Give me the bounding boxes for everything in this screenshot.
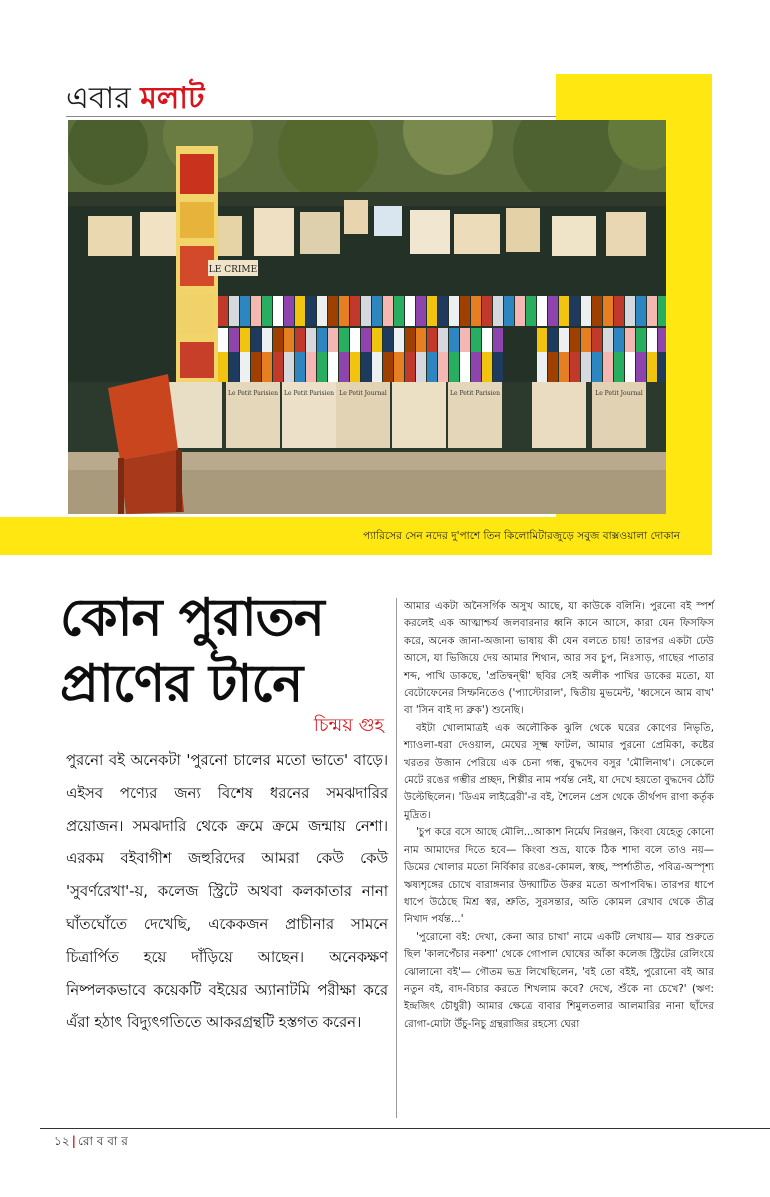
book-spine [328,352,338,384]
book-spine [592,352,602,384]
newspaper-title-5: Le Petit Journal [595,390,643,397]
title-line-2: প্রাণের টানে [60,654,303,714]
book-spine [559,352,569,384]
book-spine [636,352,646,384]
book-spine [284,296,294,326]
book-spine [361,352,371,384]
book-spine [295,352,305,384]
book-spine [394,296,404,326]
book-spine [394,352,404,384]
book-spine [471,352,481,384]
book-spine [229,352,239,384]
newspaper-title-3: Le Petit Journal [339,390,387,397]
book-spine [405,296,415,326]
book-spine [251,296,261,326]
book-spine [647,296,657,326]
book-spine [240,296,250,326]
book-spine [262,352,272,384]
book-spine [383,296,393,326]
book-spine [306,352,316,384]
book-spine [570,352,580,384]
book-spine [658,296,666,326]
book-spine [603,296,613,326]
book-spine [339,352,349,384]
book-spine [273,352,283,384]
book-spine [361,296,371,326]
book-spine [438,296,448,326]
book-spine [537,352,547,384]
book-spine [592,296,602,326]
section-word-2: মলাট [140,81,205,116]
title-line-1: কোন পুরাতন [60,588,324,648]
book-spine [559,296,569,326]
book-spine [449,296,459,326]
book-spine [427,352,437,384]
book-spine [273,296,283,326]
book-spine [471,296,481,326]
folio-separator: | [71,1134,76,1148]
section-word-1: এবার [66,81,141,116]
lede-text: পুরনো বই অনেকটা 'পুরনো চালের মতো ভাতে' বাড়ে। এইসব পণ্যের জন্য বিশেষ ধরনের সমঝদারির প্রয়োজন। সমঝদারি থেকে ক্রমে ক্রমে জন্মায় নেশা। এরকম বইবাগীশ জহুরিদের আমরা কেউ কেউ 'সুবর্ণরেখা'-য়, কলেজ স্ট্রিটে অথবা কলকাতার নানা ঘাঁতঘোঁতে দেখেছি, একেকজন প্রাচীনার সামনে চিত্রার্পিত হয়ে দাঁড়িয়ে আছেন। অনেকক্ষণ নিষ্পলকভাবে কয়েকটি বইয়ের অ্যানাটমি পরীক্ষা করে এঁরা হঠাৎ বিদ্যুৎগতিতে আকরগ্রন্থটি হস্তগত করেন। [66,752,388,1032]
book-spine [460,296,470,326]
footer-rule [40,1128,770,1129]
book-spine [218,296,228,326]
book-spine [317,296,327,326]
book-spine [416,352,426,384]
book-spine [383,352,393,384]
book-spine [295,296,305,326]
bookstall-photo-illustration [68,120,666,514]
book-spine [603,352,613,384]
book-spine [570,296,580,326]
newspaper-title-1: Le Petit Parisien [228,390,278,397]
book-spine [625,352,635,384]
section-header [66,82,204,116]
book-spine [548,296,558,326]
body-paragraph: আমার একটা অনৈসর্গিক অসুখ আছে, যা কাউকে বলিনি। পুরনো বই স্পর্শ করলেই এক আত্মাশ্চর্য জলবারনার ধ্বনি কানে আসে, কারা যেন ফিসফিস করে, অনেক জানা-অজানা ভাষায় কী যেন বলতে চায়! তারপর একটা ঢেউ আসে, যা ভিজিয়ে দেয় আমার শিথান, আর সব চুপ, নিঃসাড়, গাছের পাতার শব্দ, পাখি ডাকছে, 'প্রতিদ্বন্দ্বী' ছবির সেই অলীক পাখির ডাকের মতো, যা বেটোফেনের সিম্ফনিতেও ('প্যাস্টোরাল', দ্বিতীয় মুভমেন্ট, 'ধ্বসেনে আম বাখ' বা 'সিন বাই দ্য ব্রুক') শুনেছি। [404,601,714,717]
photo-caption: প্যারিসের সেন নদের দু'পাশে তিন কিলোমিটারজুড়ে সবুজ বাক্সওয়ালা দোকান [362,530,680,542]
book-spine [581,296,591,326]
book-spine [350,296,360,326]
book-spine [460,352,470,384]
newspaper-title-2: Le Petit Parisien [284,390,334,397]
article-title [60,585,395,717]
book-spine [372,296,382,326]
magazine-name: রো ব বা র [77,1134,128,1148]
book-spine [493,352,503,384]
book-spine [306,296,316,326]
column-divider [396,598,397,1118]
hero-photo [68,120,666,514]
book-spine [240,352,250,384]
book-spine [625,296,635,326]
body-paragraph: বইটা খোলামাত্রই এক অলৌকিক ঝুলি থেকে ঘরের কোণের নিভৃতি, শ্যাওলা-ধরা দেওয়াল, মেঘের সূক্ষ্ম ফাটল, আমার পুরনো প্রেমিকা, কষ্টের খরতর উজান পেরিয়ে এক চেনা গন্ধ, বুদ্ধদেব বসুর 'মৌলিনাথ'। সেকেলে মেটে রঙের গম্ভীর প্রচ্ছদ, শিল্পীর নাম পর্যন্ত নেই, যা দেখে হয়তো বুদ্ধদেব ঠোঁট উল্টেছিলেন। 'ডিএম লাইব্রেরী'-র বই, শৈলেন প্রেস থেকে তীর্থপদ রাণা কর্তৃক মুদ্রিত। [404,722,714,821]
header-rule [66,116,556,117]
book-spine [614,296,624,326]
book-spine [262,296,272,326]
author-name: চিন্ময় গুহ [313,715,384,736]
book-spine [493,296,503,326]
book-spine [614,352,624,384]
book-spine [427,296,437,326]
book-spine [636,296,646,326]
book-spine [350,352,360,384]
book-spine [251,352,261,384]
folio [54,1133,128,1153]
book-spine [482,352,492,384]
body-column [404,598,714,1033]
book-spine [482,296,492,326]
page-number: ১২ [54,1134,70,1148]
body-paragraph: 'পুরোনো বই: দেখা, কেনা আর চাখা' নামে একটি লেখায়— যার শুরুতে ছিল 'কালপেঁচার নকশা' থেকে গোপাল ঘোষের আঁকা কলেজ স্ট্রিটের রেলিংয়ে ঝোলানো বই'— গৌতম ভদ্র লিখেছিলেন, 'বই তো বইই, পুরোনো বই আর নতুন বই, বাদ-বিচার করতে শিখলাম কবে? দেখে, শুঁকে না চেখে?' (ঋণ: ইন্দ্রজিৎ চৌধুরী) আমার ক্ষেত্রে বাবার শিমুলতলার আলমারির নানা ছাঁদের রোগা-মোটা উঁচু-নিচু গ্রন্থরাজির রহস্যে ঘেরা [404,931,714,1030]
book-spine [449,352,459,384]
book-spine [284,352,294,384]
book-spine [647,352,657,384]
book-spine [317,352,327,384]
body-paragraph: 'চুপ করে বসে আছে মৌলি...আকাশ নির্মেঘ নিরঞ্জন, কিংবা যেহেতু কোনো নাম আমাদের দিতে হবে— কিংবা শুভ্র, যাকে ঠিক শাদা বলে তাও নয়— ডিমের খোলার মতো নির্বিকার রঙের-কোমল, স্বচ্ছ, স্পর্শাতীত, পবিত্র-অস্পৃশ্য ঋষ্যশৃঙ্গের চোখে বারাঙ্গনার উদ্ঘাটিত উরুর মতো অপাপবিদ্ধ। তারপর ধাপে ধাপে উঠেছে মিশ্র স্বর, শ্রুতি, সুরসন্তার, অতি কোমল রেখাব থেকে তীব্র নিখাদ পর্যন্ত...' [404,827,714,926]
newspaper-title-4: Le Petit Parisien [450,390,500,397]
book-spine [416,296,426,326]
book-spine [515,296,525,326]
book-spine [658,352,666,384]
book-spine [372,352,382,384]
book-spine [229,296,239,326]
book-spine [328,296,338,326]
book-spine [526,296,536,326]
book-spine [581,352,591,384]
book-spine [339,296,349,326]
sign-text-le-crime: LE CRIME [208,265,258,275]
book-spine [548,352,558,384]
book-spine [405,352,415,384]
book-spine [218,352,228,384]
book-spine [537,296,547,326]
book-spine [438,352,448,384]
book-spine [504,296,514,326]
lede-paragraph [66,745,388,1040]
